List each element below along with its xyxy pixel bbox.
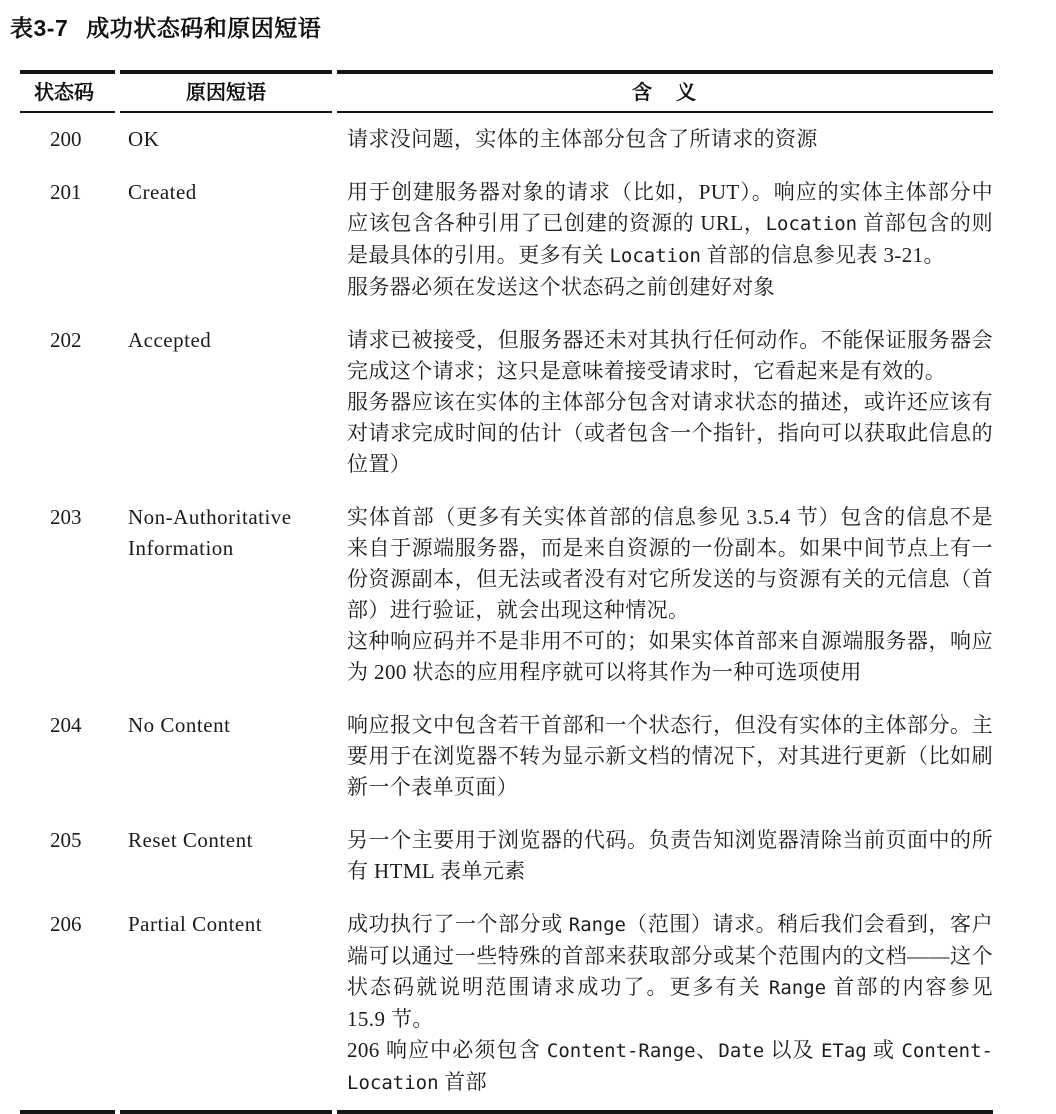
code-term: Content-Range (546, 1040, 696, 1062)
status-code-cell: 205 (50, 828, 82, 852)
reason-phrase-cell: OK (128, 127, 160, 151)
reason-phrase-cell: No Content (128, 713, 231, 737)
meaning-paragraph: 成功执行了一个部分或 Range（范围）请求。稍后我们会看到，客户端可以通过一些特殊的首部来获取部分或某个范围内的文档——这个状态码就说明范围请求成功了。更多有关 Range 首部的内容参见 15.9 节。 (347, 912, 993, 1031)
meaning-cell (337, 166, 993, 314)
code-term: Date (718, 1040, 765, 1062)
rule-segment (20, 1110, 115, 1114)
meaning-cell (337, 699, 993, 814)
code-term: Range (768, 977, 827, 999)
meaning-paragraph: 响应报文中包含若干首部和一个状态行，但没有实体的主体部分。主要用于在浏览器不转为显示新文档的情况下，对其进行更新（比如刷新一个表单页面） (347, 713, 993, 799)
status-code-cell: 206 (50, 912, 82, 936)
reason-phrase-cell: Non-Authoritative Information (128, 505, 292, 560)
status-code-cell: 202 (50, 328, 82, 352)
code-term: ETag (820, 1040, 867, 1062)
header-reason-phrase: 原因短语 (186, 82, 266, 104)
meaning-cell (337, 898, 993, 1110)
rule-segment (337, 1110, 993, 1114)
meaning-paragraph: 另一个主要用于浏览器的代码。负责告知浏览器清除当前页面中的所有 HTML 表单元素 (347, 828, 993, 883)
book-page (0, 10, 1056, 1110)
status-code-cell: 204 (50, 713, 82, 737)
meaning-paragraph: 服务器应该在实体的主体部分包含对请求状态的描述，或许还应该有对请求完成时间的估计（或者包含一个指针，指向可以获取此信息的位置） (347, 390, 993, 476)
reason-phrase-cell: Partial Content (128, 912, 263, 936)
code-term: Content-Location (347, 1040, 993, 1094)
code-term: Location (609, 245, 701, 267)
meaning-paragraph: 这种响应码并不是非用不可的；如果实体首部来自源端服务器，响应为 200 状态的应用程序就可以将其作为一种可选项使用 (347, 629, 993, 684)
meaning-cell (337, 113, 993, 166)
status-code-cell: 200 (50, 127, 82, 151)
header-status-code: 状态码 (34, 82, 94, 104)
reason-phrase-cell: Reset Content (128, 828, 253, 852)
reason-phrase-cell: Accepted (128, 328, 212, 352)
meaning-cell (337, 491, 993, 699)
header-meaning: 含 义 (632, 82, 698, 104)
table-title (10, 10, 1056, 43)
status-table (20, 70, 993, 1114)
table-title-text: 成功状态码和原因短语 (86, 15, 322, 41)
code-term: Location (765, 213, 858, 235)
meaning-cell (337, 814, 993, 898)
status-code-cell: 201 (50, 180, 82, 204)
code-term: Range (568, 914, 626, 936)
meaning-paragraph: 服务器必须在发送这个状态码之前创建好对象 (347, 275, 775, 299)
reason-phrase-cell: Created (128, 180, 197, 204)
meaning-paragraph: 206 响应中必须包含 Content-Range、Date 以及 ETag 或 Content-Location 首部 (347, 1038, 993, 1094)
meaning-paragraph: 请求已被接受，但服务器还未对其执行任何动作。不能保证服务器会完成这个请求；这只是意味着接受请求时，它看起来是有效的。 (347, 328, 993, 383)
meaning-paragraph: 实体首部（更多有关实体首部的信息参见 3.5.4 节）包含的信息不是来自于源端服务器，而是来自资源的一份副本。如果中间节点上有一份资源副本，但无法或者没有对它所发送的与资源有关的元信息（首部）进行验证，就会出现这种情况。 (347, 505, 993, 622)
rule-segment (120, 1110, 332, 1114)
meaning-paragraph: 请求没问题，实体的主体部分包含了所请求的资源 (347, 127, 818, 151)
status-code-cell: 203 (50, 505, 82, 529)
meaning-cell (337, 314, 993, 491)
table-number: 表3-7 (10, 15, 69, 41)
meaning-paragraph: 用于创建服务器对象的请求（比如，PUT）。响应的实体主体部分中应该包含各种引用了已创建的资源的 URL，Location 首部包含的则是最具体的引用。更多有关 Location 首部的信息参见表 3-21。 (347, 180, 993, 267)
